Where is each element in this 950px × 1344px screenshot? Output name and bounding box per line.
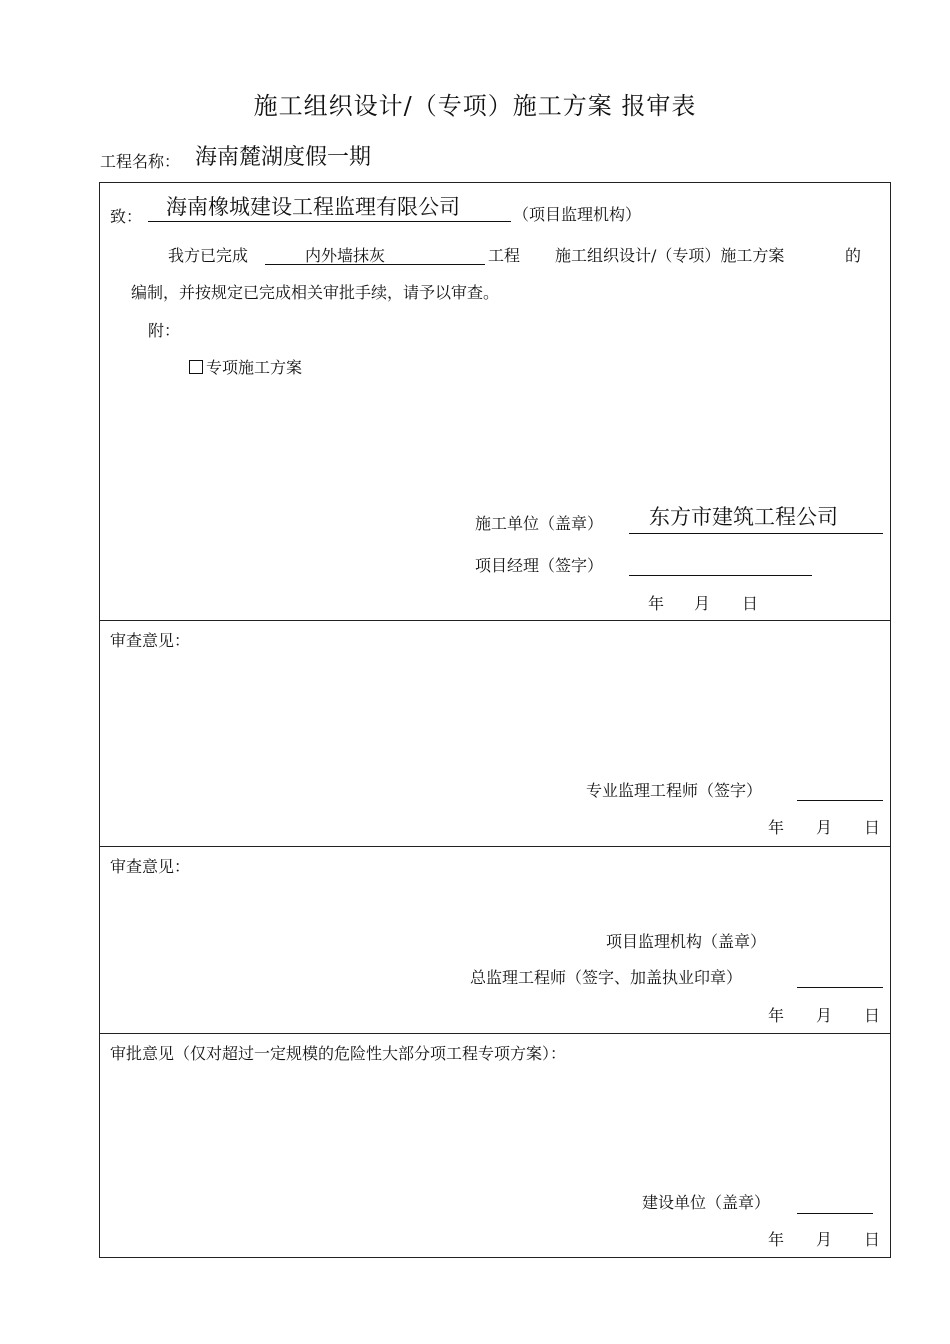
date-month: 月	[694, 594, 711, 613]
submission-section	[100, 183, 890, 621]
date-day: 日	[864, 1006, 881, 1025]
attach-item-label: 专项施工方案	[206, 358, 303, 377]
chief-engineer-label: 总监理工程师（签字、加盖执业印章）	[470, 968, 743, 987]
date-year: 年	[768, 1006, 785, 1025]
to-label: 致：	[110, 207, 143, 226]
engineer-signature-field[interactable]	[797, 780, 883, 801]
approval-form	[99, 182, 891, 1258]
owner-seal-field[interactable]	[797, 1193, 873, 1214]
body-prefix: 我方已完成	[168, 246, 249, 265]
engineer-sign-label: 专业监理工程师（签字）	[586, 781, 763, 800]
review-section-engineer	[100, 620, 890, 847]
project-name-label: 工程名称：	[100, 152, 181, 171]
unit-label: 施工单位（盖章）	[475, 514, 604, 533]
body-mid: 工程	[488, 246, 521, 265]
chief-signature-field[interactable]	[797, 967, 883, 988]
body-line2: 编制，并按规定已完成相关审批手续，请予以审查。	[131, 283, 500, 302]
date-month: 月	[816, 818, 833, 837]
approval-opinion-label: 审批意见（仅对超过一定规模的危险性大部分项工程专项方案）：	[110, 1044, 567, 1063]
date-day: 日	[864, 1230, 881, 1249]
date-day: 日	[742, 594, 759, 613]
review-opinion-label: 审查意见：	[110, 631, 191, 650]
manager-signature-field[interactable]	[629, 555, 812, 576]
owner-unit-label: 建设单位（盖章）	[642, 1193, 771, 1212]
body-doc: 施工组织设计/（专项）施工方案	[555, 246, 785, 265]
date-month: 月	[816, 1006, 833, 1025]
date-month: 月	[816, 1230, 833, 1249]
approval-section-owner	[100, 1033, 890, 1257]
date-day: 日	[864, 818, 881, 837]
attach-item[interactable]	[189, 355, 302, 378]
manager-label: 项目经理（签字）	[475, 556, 604, 575]
body-end: 的	[845, 246, 862, 265]
review-opinion-label: 审查意见：	[110, 857, 191, 876]
date-year: 年	[768, 1230, 785, 1249]
body-project-value[interactable]: 内外墙抹灰	[305, 246, 386, 265]
construction-unit-value[interactable]: 东方市建筑工程公司	[649, 505, 838, 529]
page-title: 施工组织设计/（专项）施工方案 报审表	[253, 92, 697, 120]
to-suffix: （项目监理机构）	[513, 205, 642, 224]
review-section-chief	[100, 846, 890, 1034]
project-name-value[interactable]: 海南麓湖度假一期	[195, 145, 372, 170]
date-year: 年	[648, 594, 665, 613]
attach-checkbox[interactable]	[189, 360, 203, 374]
supervision-org-label: 项目监理机构（盖章）	[606, 932, 767, 951]
supervisor-org-value[interactable]: 海南橡城建设工程监理有限公司	[166, 195, 460, 219]
date-year: 年	[768, 818, 785, 837]
attach-label: 附：	[148, 321, 181, 340]
